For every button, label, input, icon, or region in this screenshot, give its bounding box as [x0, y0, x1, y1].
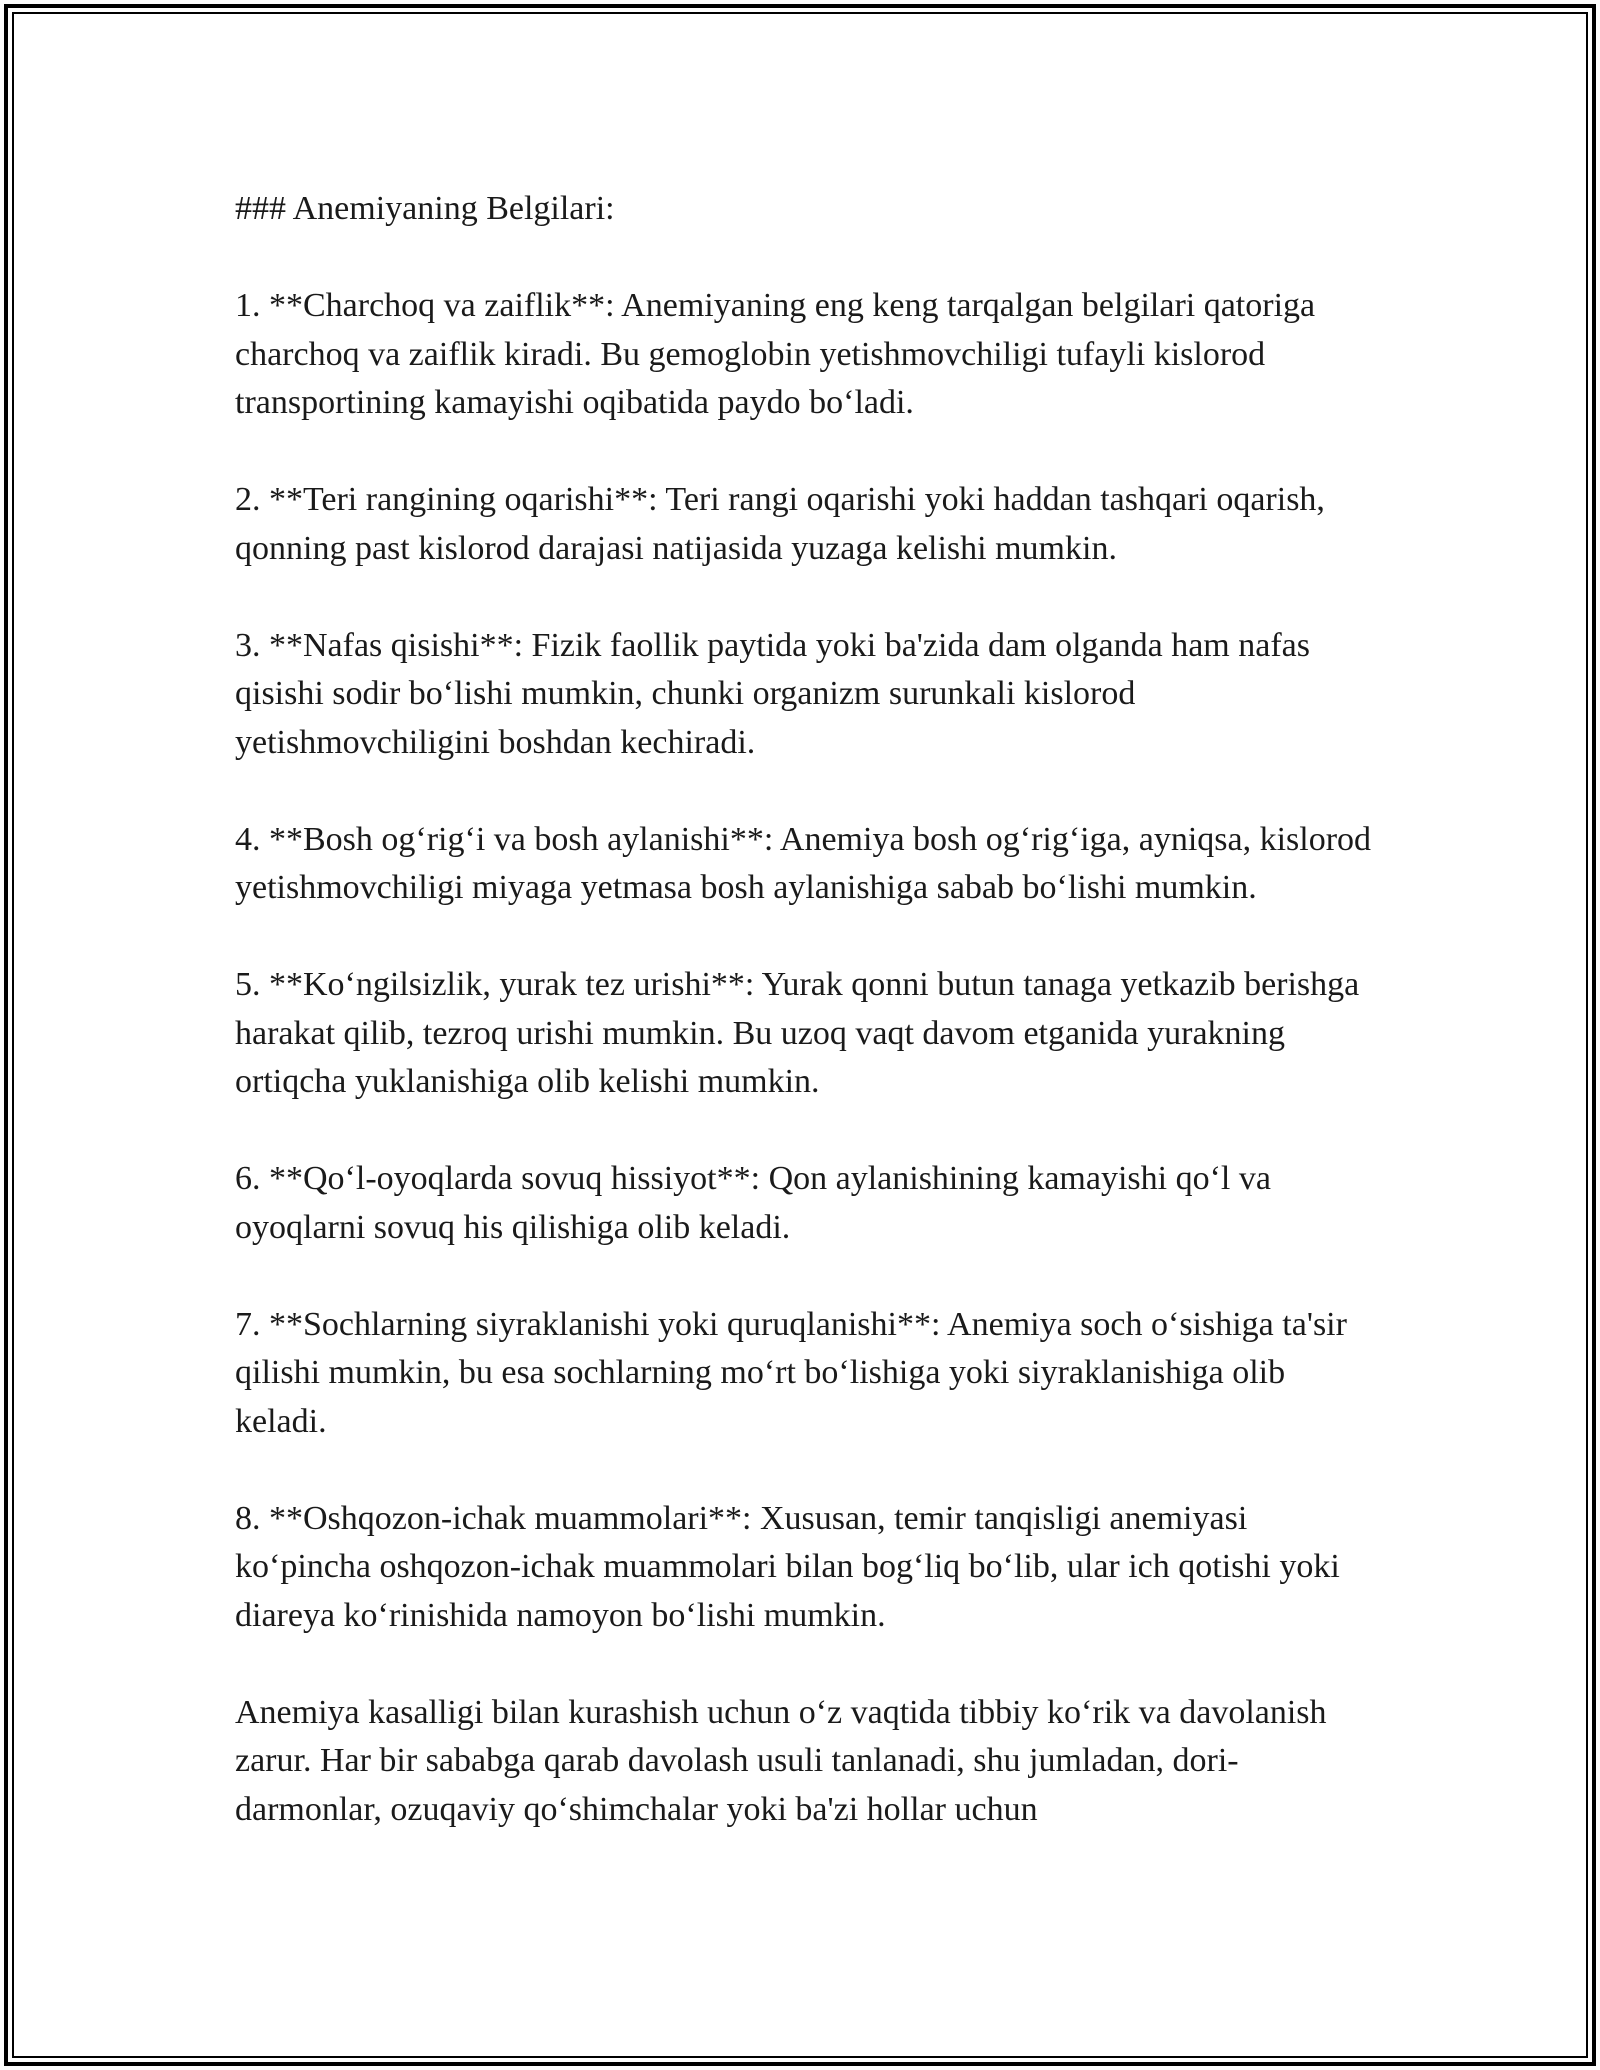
- closing-paragraph: Anemiya kasalligi bilan kurashish uchun o‘z vaqtida tibbiy ko‘rik va davolanish zarur. Har bir sababga qarab davolash usuli tanlanadi, shu jumladan, dori-darmonlar, ozuqaviy qo‘shimchalar yoki ba'zi hollar uchun: [235, 1693, 1327, 1828]
- list-item-5: 5. **Ko‘ngilsizlik, yurak tez urishi**: Yurak qonni butun tanaga yetkazib berishga harakat qilib, tezroq urishi mumkin. Bu uzoq vaqt davom etganida yurakning ortiqcha yuklanishiga olib kelishi mumkin.: [235, 966, 1360, 1100]
- list-item-6: 6. **Qo‘l-oyoqlarda sovuq hissiyot**: Qon aylanishining kamayishi qo‘l va oyoqlarni sovuq his qilishiga olib keladi.: [235, 1160, 1271, 1246]
- list-item-1: 1. **Charchoq va zaiflik**: Anemiyaning eng keng tarqalgan belgilari qatoriga charchoq va zaiflik kiradi. Bu gemoglobin yetishmovchiligi tufayli kislorod transportining kamayishi oqibatida paydo bo‘ladi.: [235, 287, 1316, 421]
- list-item-2: 2. **Teri rangining oqarishi**: Teri rangi oqarishi yoki haddan tashqari oqarish, qonning past kislorod darajasi natijasida yuzaga kelishi mumkin.: [235, 481, 1325, 567]
- list-item-3: 3. **Nafas qisishi**: Fizik faollik paytida yoki ba'zida dam olganda ham nafas qisishi sodir bo‘lishi mumkin, chunki organizm surunkali kislorod yetishmovchiligini boshdan kechiradi.: [235, 626, 1310, 761]
- document-body: [235, 185, 1375, 1834]
- list-item-8: 8. **Oshqozon-ichak muammolari**: Xususan, temir tanqisligi anemiyasi ko‘pincha oshqozon-ichak muammolari bilan bog‘liq bo‘lib, ular ich qotishi yoki diareya ko‘rinishida namoyon bo‘lishi mumkin.: [235, 1499, 1340, 1634]
- section-heading: ### Anemiyaning Belgilari:: [235, 190, 615, 227]
- list-item-7: 7. **Sochlarning siyraklanishi yoki quruqlanishi**: Anemiya soch o‘sishiga ta'sir qilishi mumkin, bu esa sochlarning mo‘rt bo‘lishiga yoki siyraklanishiga olib keladi.: [235, 1305, 1347, 1440]
- list-item-4: 4. **Bosh og‘rig‘i va bosh aylanishi**: Anemiya bosh og‘rig‘iga, ayniqsa, kislorod yetishmovchiligi miyaga yetmasa bosh aylanishiga sabab bo‘lishi mumkin.: [235, 820, 1372, 906]
